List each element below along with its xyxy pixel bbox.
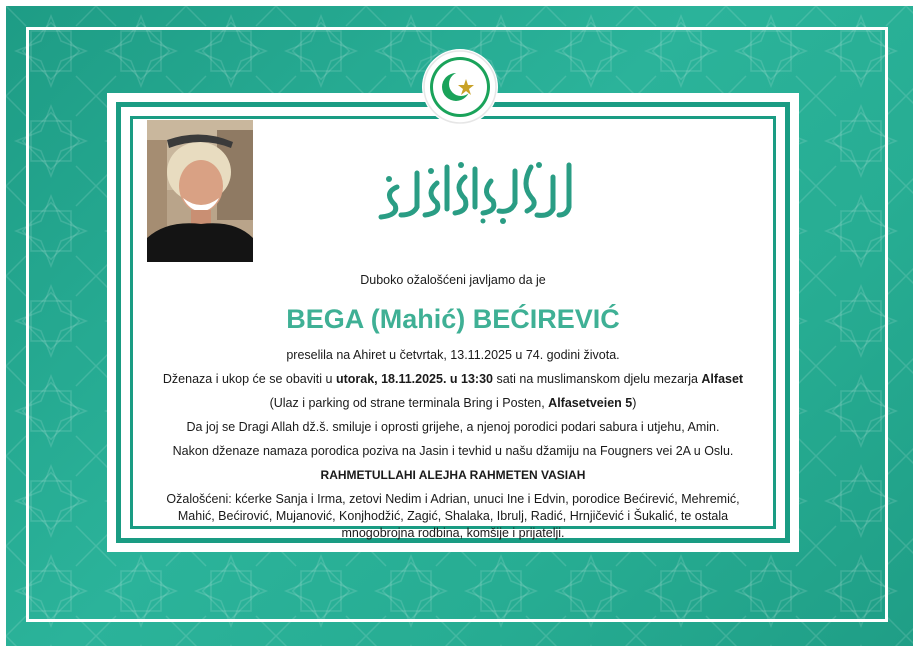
invitation-line: Nakon dženaze namaza porodica poziva na Jasin i tevhid u našu džamiju na Fougners vei 2A u Oslu. — [172, 444, 734, 458]
funeral-place: Alfaset — [701, 372, 744, 386]
passed-away-line: preselila na Ahiret u četvrtak, 13.11.2025 u 74. godini života. — [286, 348, 620, 362]
card-border-outer — [116, 102, 790, 543]
funeral-line-pre: Dženaza i ukop će se obaviti u — [162, 372, 336, 386]
card-content — [130, 116, 776, 540]
notice-text — [133, 269, 773, 542]
funeral-line — [133, 371, 773, 388]
parking-line-pre: (Ulaz i parking od strane terminala Bring i Posten, — [269, 396, 549, 410]
crescent-star-icon — [422, 49, 498, 125]
prayer-line: Da joj se Dragi Allah dž.š. smiluje i oprosti grijehe, a njenoj porodici podari sabura i utjehu, Amin. — [186, 420, 720, 434]
arabic-calligraphy-icon — [371, 157, 579, 227]
notice-card — [107, 93, 799, 552]
parking-street: Alfasetveien 5 — [548, 396, 633, 410]
intro-text: Duboko ožalošćeni javljamo da je — [360, 273, 546, 287]
portrait-photo — [147, 120, 253, 262]
parking-line-post: ) — [632, 396, 637, 410]
funeral-date: utorak, 18.11.2025. u 13:30 — [335, 372, 493, 386]
parking-line — [133, 395, 773, 412]
deceased-name: BEGA (Mahić) BEĆIREVIĆ — [286, 304, 620, 334]
mourners-list: Ožalošćeni: kćerke Sanja i Irma, zetovi Nedim i Adrian, unuci Ine i Edvin, porodice Bećirević, Mehremić, Mahić, Bećirović, Mujanović, Konjhodžić, Zagić, Shalaka, Ibrulj, Radić, Hrnjičević i Šukalić, te ostala mnogobrojna rodbina, komšije i prijatelji. — [166, 492, 740, 540]
funeral-line-mid: sati na muslimanskom djelu mezarja — [492, 372, 702, 386]
page-frame — [6, 6, 913, 646]
dua-line: RAHMETULLAHI ALEJHA RAHMETEN VASIAH — [320, 468, 586, 482]
